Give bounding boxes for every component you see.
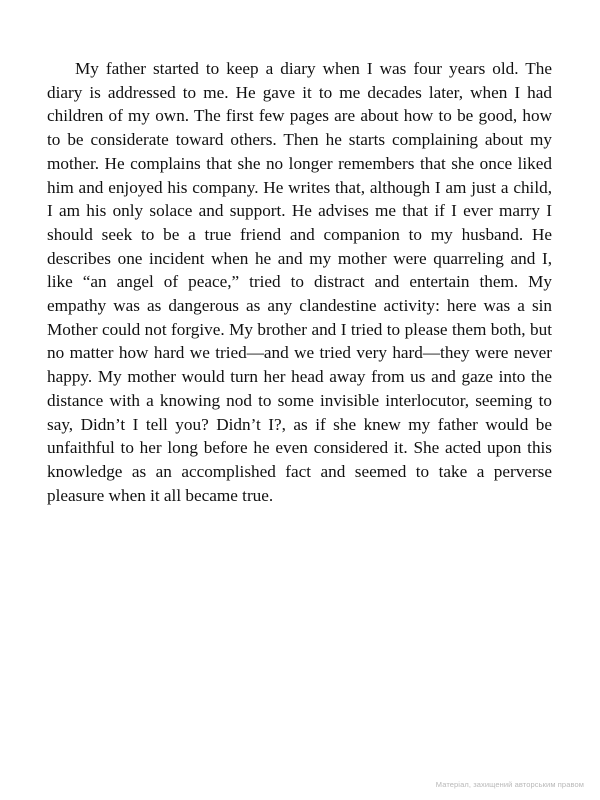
body-paragraph: My father started to keep a diary when I was four years old. The diary is addressed to me. He gave it to me decades later, when I had children of my own. The first few pages are about how to be good, how to be considerate toward others. Then he starts complaining about my mother. He complains that she no longer remembers that she once liked him and enjoyed his company. He writes that, although I am just a child, I am his only solace and support. He advises me that if I ever marry I should seek to be a true friend and companion to my husband. He describes one incident when he and my mother were quarreling and I, like “an angel of peace,” tried to distract and entertain them. My empathy was as dangerous as any clandestine activity: here was a sin Mother could not forgive. My brother and I tried to please them both, but no matter how hard we tried—and we tried very hard—they were never happy. My mother would turn her head away from us and gaze into the distance with a knowing nod to some invisible interlocutor, seeming to say, Didn’t I tell you? Didn’t I?, as if she knew my father would be unfaithful to her long before he even considered it. She acted upon this knowledge as an accomplished fact and seemed to take a perverse pleasure when it all became true. [47, 59, 552, 505]
copyright-watermark: Матеріал, захищений авторським правом [435, 780, 584, 789]
